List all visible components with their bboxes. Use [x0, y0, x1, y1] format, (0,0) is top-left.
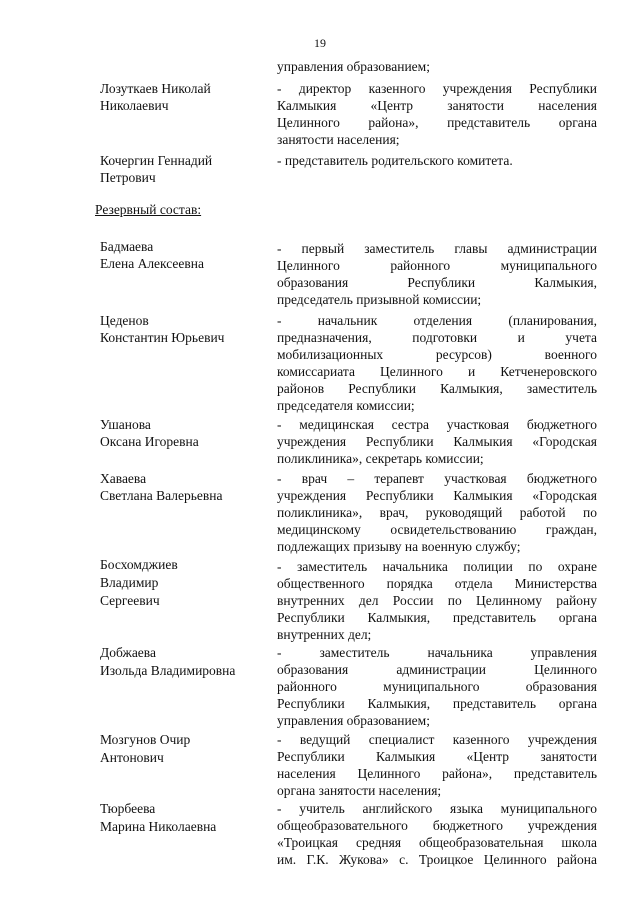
member-desc-line: органа занятости населения;	[277, 783, 442, 798]
member-name-line: Бадмаева	[100, 239, 154, 254]
member-desc-line: районов Республики Калмыкия, заместитель	[277, 381, 597, 396]
member-desc-line: Целинного района», представитель органа	[277, 115, 597, 130]
member-desc-line: занятости населения;	[277, 132, 400, 147]
member-desc-line: им. Г.К. Жукова» с. Троицкое Целинного района	[277, 852, 597, 867]
continuation-text: управления образованием;	[277, 59, 430, 74]
member-desc-line: районного муниципального образования	[277, 679, 597, 694]
member-desc-line: внутренних дел;	[277, 627, 372, 642]
member-desc-line: образования Республики Калмыкия,	[277, 275, 597, 290]
member-name-line: Елена Алексеевна	[100, 256, 204, 271]
member-name-line: Константин Юрьевич	[100, 330, 225, 345]
member-desc-line: поликлиника», секретарь комиссии;	[277, 451, 484, 466]
member-desc-line: внутренних дел России по Целинному району	[277, 593, 597, 608]
member-name-line: Лозуткаев Николай	[100, 81, 211, 96]
member-name-line: Хаваева	[100, 471, 147, 486]
member-desc-line: Калмыкия «Центр занятости населения	[277, 98, 597, 113]
member-desc-line: председатель призывной комиссии;	[277, 292, 482, 307]
member-desc-line: подлежащих призыву на военную службу;	[277, 539, 521, 554]
member-name-line: Цеденов	[100, 313, 149, 328]
member-name-line: Владимир	[100, 575, 159, 590]
member-name-line: Добжаева	[100, 645, 156, 660]
member-desc-line: - начальник отделения (планирования,	[277, 313, 597, 328]
member-desc-line: медицинскому освидетельствованию граждан,	[277, 522, 597, 537]
member-desc-line: населения Целинного района», представитель	[277, 766, 597, 781]
member-name-line: Марина Николаевна	[100, 819, 217, 834]
member-desc-line: поликлиника», врач, руководящий работой по	[277, 505, 597, 520]
member-desc-line: учреждения Республики Калмыкия «Городская	[277, 488, 597, 503]
member-name-line: Тюрбеева	[100, 801, 156, 816]
member-desc-line: мобилизационных ресурсов) военного	[277, 347, 597, 362]
member-desc-line: - директор казенного учреждения Республики	[277, 81, 597, 96]
member-desc-line: Республики Калмыкия, представитель органа	[277, 696, 597, 711]
member-name-line: Ушанова	[100, 417, 151, 432]
member-desc-line: комиссариата Целинного и Кетченеровского	[277, 364, 597, 379]
member-desc-line: - представитель родительского комитета.	[277, 153, 513, 168]
member-name-line: Светлана Валерьевна	[100, 488, 223, 503]
member-name-line: Кочергин Геннадий	[100, 153, 213, 168]
member-desc-line: председателя комиссии;	[277, 398, 415, 413]
member-desc-line: образования администрации Целинного	[277, 662, 597, 677]
member-desc-line: общеобразовательного бюджетного учреждения	[277, 818, 597, 833]
member-desc-line: Республики Калмыкия, представитель органа	[277, 610, 597, 625]
member-name-line: Сергеевич	[100, 593, 160, 608]
member-name-line: Антонович	[100, 750, 164, 765]
member-desc-line: предназначения, подготовки и учета	[277, 330, 597, 345]
member-name-line: Мозгунов Очир	[100, 732, 191, 747]
page-number: 19	[314, 36, 326, 50]
member-name-line: Петрович	[100, 170, 156, 185]
member-desc-line: «Троицкая средняя общеобразовательная школа	[277, 835, 597, 850]
member-desc-line: Целинного районного муниципального	[277, 258, 597, 273]
reserve-heading: Резервный состав:	[95, 202, 202, 217]
member-desc-line: - учитель английского языка муниципального	[277, 801, 597, 816]
member-name-line: Оксана Игоревна	[100, 434, 199, 449]
member-name-line: Николаевич	[100, 98, 169, 113]
member-desc-line: Республики Калмыкия «Центр занятости	[277, 749, 597, 764]
member-desc-line: - заместитель начальника полиции по охране	[277, 559, 597, 574]
member-desc-line: общественного порядка отдела Министерства	[277, 576, 597, 591]
member-name-line: Изольда Владимировна	[100, 663, 236, 678]
member-desc-line: управления образованием;	[277, 713, 430, 728]
member-desc-line: учреждения Республики Калмыкия «Городская	[277, 434, 597, 449]
member-desc-line: - заместитель начальника управления	[277, 645, 597, 660]
member-desc-line: - первый заместитель главы администрации	[277, 241, 597, 256]
member-desc-line: - врач – терапевт участковая бюджетного	[277, 471, 597, 486]
member-name-line: Босхомджиев	[100, 557, 178, 572]
member-desc-line: - медицинская сестра участковая бюджетного	[277, 417, 597, 432]
member-desc-line: - ведущий специалист казенного учреждения	[277, 732, 597, 747]
